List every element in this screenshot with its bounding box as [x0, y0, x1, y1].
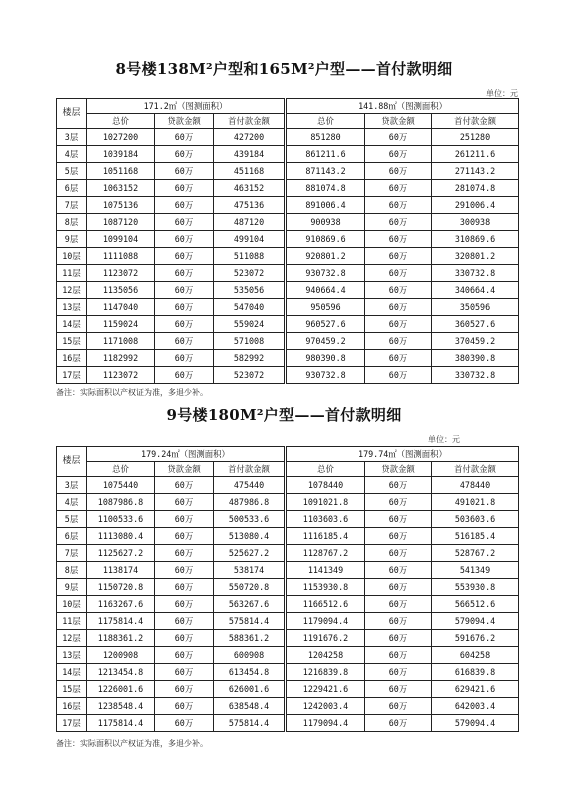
a-loan-cell: 60万: [155, 562, 214, 579]
floor-cell: 17层: [57, 715, 87, 732]
table-row: [57, 367, 519, 384]
floor-cell: 11层: [57, 613, 87, 630]
a-loan-cell: 60万: [155, 664, 214, 681]
table-row: [57, 664, 519, 681]
table-row: [57, 715, 519, 732]
b-total-cell: 1091021.8: [286, 494, 365, 511]
a-total-cell: 1175814.4: [87, 613, 155, 630]
a-total-cell: 1147040: [87, 299, 155, 316]
b-down-cell: 281074.8: [432, 180, 519, 197]
a-total-cell: 1099104: [87, 231, 155, 248]
b-total-cell: 1078440: [286, 477, 365, 494]
floor-cell: 10层: [57, 248, 87, 265]
floor-cell: 7层: [57, 545, 87, 562]
b-total-cell: 920801.2: [286, 248, 365, 265]
a-loan-cell: 60万: [155, 214, 214, 231]
b-down-cell: 330732.8: [432, 367, 519, 384]
floor-cell: 8层: [57, 562, 87, 579]
b-loan-cell: 60万: [365, 214, 432, 231]
table-row: [57, 333, 519, 350]
b-total-cell: 930732.8: [286, 367, 365, 384]
a-total-cell: 1138174: [87, 562, 155, 579]
a-total-cell: 1051168: [87, 163, 155, 180]
b-down-cell: 271143.2: [432, 163, 519, 180]
b-loan-cell: 60万: [365, 664, 432, 681]
table-row: [57, 350, 519, 367]
b-down-cell: 503603.6: [432, 511, 519, 528]
b-down-cell: 370459.2: [432, 333, 519, 350]
a-down-cell: 600908: [214, 647, 286, 664]
b-total-cell: 1179094.4: [286, 715, 365, 732]
b-total-cell: 940664.4: [286, 282, 365, 299]
b-total-cell: 1229421.6: [286, 681, 365, 698]
col-total-header: 总价: [87, 114, 155, 129]
a-total-cell: 1200908: [87, 647, 155, 664]
floor-cell: 14层: [57, 316, 87, 333]
a-loan-cell: 60万: [155, 129, 214, 146]
b-down-cell: 616839.8: [432, 664, 519, 681]
floor-cell: 13层: [57, 647, 87, 664]
b-loan-cell: 60万: [365, 681, 432, 698]
b-total-cell: 970459.2: [286, 333, 365, 350]
b-down-cell: 478440: [432, 477, 519, 494]
col-total-header: 总价: [286, 114, 365, 129]
a-down-cell: 475136: [214, 197, 286, 214]
floor-cell: 15层: [57, 333, 87, 350]
col-loan-header: 贷款金额: [155, 114, 214, 129]
b-down-cell: 591676.2: [432, 630, 519, 647]
floor-cell: 8层: [57, 214, 87, 231]
a-loan-cell: 60万: [155, 698, 214, 715]
table-row: [57, 545, 519, 562]
table-row: [57, 316, 519, 333]
a-down-cell: 463152: [214, 180, 286, 197]
floor-cell: 3层: [57, 129, 87, 146]
a-total-cell: 1188361.2: [87, 630, 155, 647]
b-loan-cell: 60万: [365, 545, 432, 562]
floor-cell: 11层: [57, 265, 87, 282]
b-loan-cell: 60万: [365, 630, 432, 647]
floor-cell: 7层: [57, 197, 87, 214]
b-loan-cell: 60万: [365, 231, 432, 248]
col-down-header: 首付款金额: [214, 462, 286, 477]
b-loan-cell: 60万: [365, 494, 432, 511]
a-down-cell: 571008: [214, 333, 286, 350]
floor-cell: 6层: [57, 528, 87, 545]
floor-cell: 16层: [57, 698, 87, 715]
table-row: [57, 630, 519, 647]
a-loan-cell: 60万: [155, 511, 214, 528]
a-loan-cell: 60万: [155, 146, 214, 163]
a-total-cell: 1075440: [87, 477, 155, 494]
a-down-cell: 487120: [214, 214, 286, 231]
building8-unit: 单位：元: [486, 89, 518, 98]
a-total-cell: 1075136: [87, 197, 155, 214]
col-down-header: 首付款金额: [214, 114, 286, 129]
b-down-cell: 310869.6: [432, 231, 519, 248]
a-loan-cell: 60万: [155, 367, 214, 384]
a-total-cell: 1087986.8: [87, 494, 155, 511]
a-down-cell: 513080.4: [214, 528, 286, 545]
b-down-cell: 516185.4: [432, 528, 519, 545]
b-total-cell: 1242003.4: [286, 698, 365, 715]
b-loan-cell: 60万: [365, 282, 432, 299]
a-total-cell: 1027200: [87, 129, 155, 146]
b-down-cell: 579094.4: [432, 613, 519, 630]
table-row: [57, 197, 519, 214]
b-loan-cell: 60万: [365, 129, 432, 146]
b-total-cell: 1116185.4: [286, 528, 365, 545]
a-total-cell: 1123072: [87, 367, 155, 384]
floor-cell: 6层: [57, 180, 87, 197]
a-loan-cell: 60万: [155, 231, 214, 248]
a-down-cell: 427200: [214, 129, 286, 146]
table-row: [57, 494, 519, 511]
table-row: [57, 681, 519, 698]
b-total-cell: 1204258: [286, 647, 365, 664]
a-loan-cell: 60万: [155, 545, 214, 562]
a-loan-cell: 60万: [155, 197, 214, 214]
building9-note: 备注：实际面积以产权证为准，多退少补。: [56, 739, 208, 748]
table-row: [57, 282, 519, 299]
b-down-cell: 642003.4: [432, 698, 519, 715]
a-loan-cell: 60万: [155, 316, 214, 333]
a-loan-cell: 60万: [155, 248, 214, 265]
b-loan-cell: 60万: [365, 528, 432, 545]
b-loan-cell: 60万: [365, 477, 432, 494]
b-down-cell: 541349: [432, 562, 519, 579]
a-down-cell: 550720.8: [214, 579, 286, 596]
b-loan-cell: 60万: [365, 316, 432, 333]
a-loan-cell: 60万: [155, 715, 214, 732]
floor-cell: 9层: [57, 231, 87, 248]
group-b-header: 179.74㎡（图测面积）: [286, 447, 519, 462]
a-down-cell: 626001.6: [214, 681, 286, 698]
a-total-cell: 1163267.6: [87, 596, 155, 613]
b-loan-cell: 60万: [365, 715, 432, 732]
a-down-cell: 547040: [214, 299, 286, 316]
col-down-header: 首付款金额: [432, 114, 519, 129]
a-total-cell: 1135056: [87, 282, 155, 299]
a-total-cell: 1171008: [87, 333, 155, 350]
building9-table: [56, 446, 519, 732]
b-total-cell: 930732.8: [286, 265, 365, 282]
b-down-cell: 579094.4: [432, 715, 519, 732]
floor-cell: 17层: [57, 367, 87, 384]
a-loan-cell: 60万: [155, 579, 214, 596]
b-total-cell: 851280: [286, 129, 365, 146]
a-total-cell: 1039184: [87, 146, 155, 163]
b-loan-cell: 60万: [365, 163, 432, 180]
a-down-cell: 475440: [214, 477, 286, 494]
a-loan-cell: 60万: [155, 265, 214, 282]
b-down-cell: 300938: [432, 214, 519, 231]
a-down-cell: 523072: [214, 265, 286, 282]
floor-cell: 3层: [57, 477, 87, 494]
a-down-cell: 638548.4: [214, 698, 286, 715]
b-loan-cell: 60万: [365, 265, 432, 282]
table-row: [57, 265, 519, 282]
a-loan-cell: 60万: [155, 333, 214, 350]
b-loan-cell: 60万: [365, 367, 432, 384]
floor-cell: 9层: [57, 579, 87, 596]
b-total-cell: 950596: [286, 299, 365, 316]
b-total-cell: 871143.2: [286, 163, 365, 180]
building8-table: [56, 98, 519, 384]
a-down-cell: 575814.4: [214, 613, 286, 630]
building9-title: 9号楼180M²户型——首付款明细: [166, 406, 402, 424]
b-total-cell: 900938: [286, 214, 365, 231]
a-loan-cell: 60万: [155, 681, 214, 698]
a-loan-cell: 60万: [155, 282, 214, 299]
table-row: [57, 129, 519, 146]
floor-cell: 5层: [57, 163, 87, 180]
b-total-cell: 1141349: [286, 562, 365, 579]
b-down-cell: 251280: [432, 129, 519, 146]
a-down-cell: 451168: [214, 163, 286, 180]
b-down-cell: 629421.6: [432, 681, 519, 698]
b-down-cell: 340664.4: [432, 282, 519, 299]
a-down-cell: 499104: [214, 231, 286, 248]
table-row: [57, 613, 519, 630]
b-loan-cell: 60万: [365, 613, 432, 630]
a-loan-cell: 60万: [155, 477, 214, 494]
a-down-cell: 582992: [214, 350, 286, 367]
col-total-header: 总价: [87, 462, 155, 477]
table-row: [57, 596, 519, 613]
b-total-cell: 910869.6: [286, 231, 365, 248]
a-loan-cell: 60万: [155, 528, 214, 545]
building8-note: 备注：实际面积以产权证为准，多退少补。: [56, 388, 208, 397]
b-total-cell: 861211.6: [286, 146, 365, 163]
floor-cell: 14层: [57, 664, 87, 681]
table-row: [57, 214, 519, 231]
col-total-header: 总价: [286, 462, 365, 477]
a-loan-cell: 60万: [155, 596, 214, 613]
b-loan-cell: 60万: [365, 333, 432, 350]
b-total-cell: 960527.6: [286, 316, 365, 333]
b-total-cell: 891006.4: [286, 197, 365, 214]
group-a-header: 179.24㎡（图测面积）: [87, 447, 286, 462]
group-b-header: 141.88㎡（图测面积）: [286, 99, 519, 114]
floor-cell: 16层: [57, 350, 87, 367]
table-row: [57, 146, 519, 163]
b-loan-cell: 60万: [365, 698, 432, 715]
b-total-cell: 1166512.6: [286, 596, 365, 613]
b-down-cell: 604258: [432, 647, 519, 664]
b-total-cell: 881074.8: [286, 180, 365, 197]
b-down-cell: 320801.2: [432, 248, 519, 265]
floor-cell: 4层: [57, 146, 87, 163]
floor-cell: 13层: [57, 299, 87, 316]
floor-header: 楼层: [57, 447, 87, 477]
col-down-header: 首付款金额: [432, 462, 519, 477]
b-total-cell: 1128767.2: [286, 545, 365, 562]
a-down-cell: 588361.2: [214, 630, 286, 647]
b-down-cell: 261211.6: [432, 146, 519, 163]
table-row: [57, 528, 519, 545]
a-loan-cell: 60万: [155, 163, 214, 180]
a-total-cell: 1113080.4: [87, 528, 155, 545]
b-loan-cell: 60万: [365, 647, 432, 664]
floor-cell: 5层: [57, 511, 87, 528]
a-down-cell: 535056: [214, 282, 286, 299]
group-a-header: 171.2㎡（图测面积）: [87, 99, 286, 114]
b-loan-cell: 60万: [365, 197, 432, 214]
col-loan-header: 贷款金额: [365, 462, 432, 477]
floor-cell: 10层: [57, 596, 87, 613]
a-down-cell: 487986.8: [214, 494, 286, 511]
b-total-cell: 1103603.6: [286, 511, 365, 528]
col-loan-header: 贷款金额: [155, 462, 214, 477]
b-down-cell: 330732.8: [432, 265, 519, 282]
b-loan-cell: 60万: [365, 596, 432, 613]
b-total-cell: 1191676.2: [286, 630, 365, 647]
b-total-cell: 1179094.4: [286, 613, 365, 630]
a-down-cell: 439184: [214, 146, 286, 163]
table-row: [57, 248, 519, 265]
b-loan-cell: 60万: [365, 146, 432, 163]
table-row: [57, 163, 519, 180]
a-total-cell: 1213454.8: [87, 664, 155, 681]
a-total-cell: 1100533.6: [87, 511, 155, 528]
a-down-cell: 575814.4: [214, 715, 286, 732]
b-down-cell: 380390.8: [432, 350, 519, 367]
building8-title: 8号楼138M²户型和165M²户型——首付款明细: [115, 60, 453, 78]
a-loan-cell: 60万: [155, 647, 214, 664]
a-loan-cell: 60万: [155, 350, 214, 367]
a-down-cell: 525627.2: [214, 545, 286, 562]
a-total-cell: 1182992: [87, 350, 155, 367]
floor-cell: 12层: [57, 630, 87, 647]
table-row: [57, 562, 519, 579]
b-loan-cell: 60万: [365, 562, 432, 579]
b-loan-cell: 60万: [365, 511, 432, 528]
a-down-cell: 511088: [214, 248, 286, 265]
floor-cell: 12层: [57, 282, 87, 299]
b-down-cell: 491021.8: [432, 494, 519, 511]
floor-cell: 15层: [57, 681, 87, 698]
a-down-cell: 538174: [214, 562, 286, 579]
b-loan-cell: 60万: [365, 299, 432, 316]
a-down-cell: 523072: [214, 367, 286, 384]
a-total-cell: 1175814.4: [87, 715, 155, 732]
a-loan-cell: 60万: [155, 613, 214, 630]
a-down-cell: 500533.6: [214, 511, 286, 528]
building9-unit: 单位：元: [428, 435, 460, 444]
floor-cell: 4层: [57, 494, 87, 511]
a-total-cell: 1238548.4: [87, 698, 155, 715]
a-total-cell: 1087120: [87, 214, 155, 231]
b-loan-cell: 60万: [365, 248, 432, 265]
b-total-cell: 1153930.8: [286, 579, 365, 596]
b-down-cell: 360527.6: [432, 316, 519, 333]
floor-header: 楼层: [57, 99, 87, 129]
a-down-cell: 559024: [214, 316, 286, 333]
table-row: [57, 299, 519, 316]
a-total-cell: 1125627.2: [87, 545, 155, 562]
a-loan-cell: 60万: [155, 494, 214, 511]
b-down-cell: 291006.4: [432, 197, 519, 214]
a-loan-cell: 60万: [155, 299, 214, 316]
col-loan-header: 贷款金额: [365, 114, 432, 129]
a-loan-cell: 60万: [155, 630, 214, 647]
table-row: [57, 579, 519, 596]
b-down-cell: 528767.2: [432, 545, 519, 562]
a-total-cell: 1150720.8: [87, 579, 155, 596]
a-down-cell: 563267.6: [214, 596, 286, 613]
table-row: [57, 511, 519, 528]
a-total-cell: 1111088: [87, 248, 155, 265]
table-row: [57, 698, 519, 715]
b-loan-cell: 60万: [365, 350, 432, 367]
b-total-cell: 1216839.8: [286, 664, 365, 681]
table-row: [57, 231, 519, 248]
a-total-cell: 1226001.6: [87, 681, 155, 698]
a-total-cell: 1159024: [87, 316, 155, 333]
a-total-cell: 1123072: [87, 265, 155, 282]
a-total-cell: 1063152: [87, 180, 155, 197]
b-down-cell: 553930.8: [432, 579, 519, 596]
b-down-cell: 350596: [432, 299, 519, 316]
b-loan-cell: 60万: [365, 180, 432, 197]
a-down-cell: 613454.8: [214, 664, 286, 681]
b-loan-cell: 60万: [365, 579, 432, 596]
b-down-cell: 566512.6: [432, 596, 519, 613]
table-row: [57, 477, 519, 494]
a-loan-cell: 60万: [155, 180, 214, 197]
table-row: [57, 180, 519, 197]
b-total-cell: 980390.8: [286, 350, 365, 367]
table-row: [57, 647, 519, 664]
